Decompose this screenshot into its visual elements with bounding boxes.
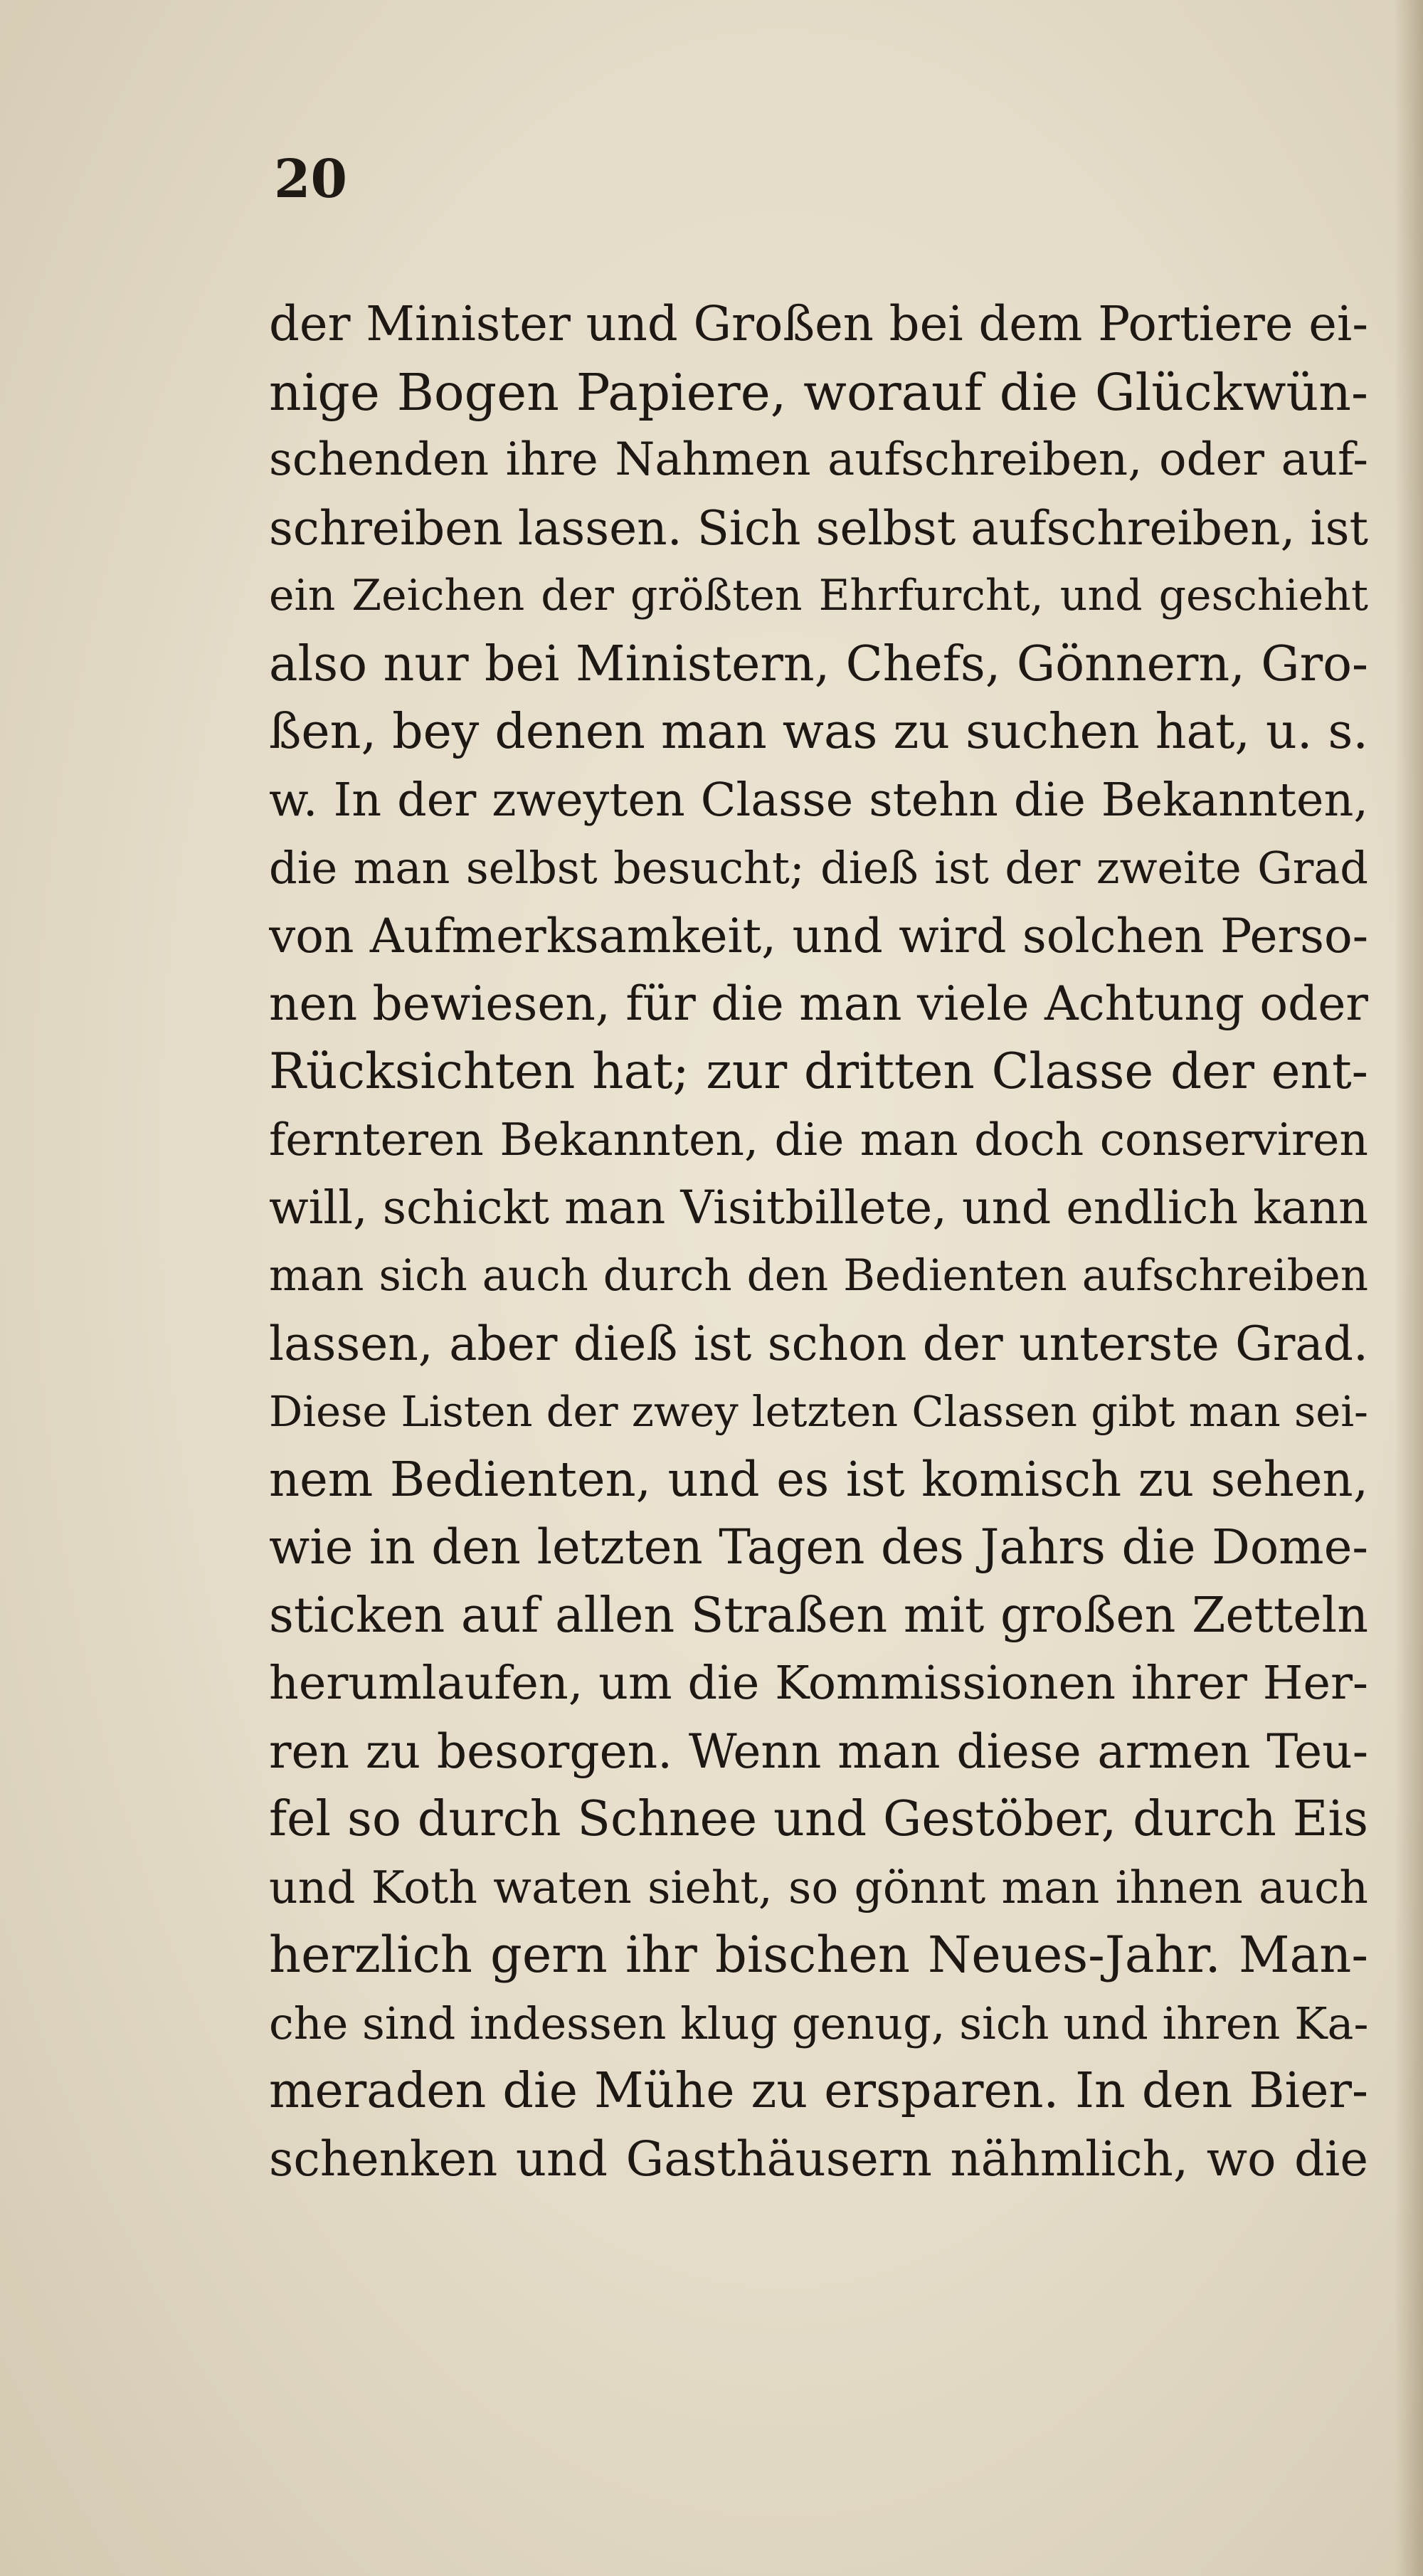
text-line: nige Bogen Papiere, worauf die Glückwün- [269, 362, 1368, 422]
text-line: ren zu besorgen. Wenn man diese armen Teu- [269, 1724, 1368, 1779]
text-line: ßen, bey denen man was zu suchen hat, u. s. [269, 704, 1368, 760]
page-number: 20 [274, 149, 347, 210]
text-line: also nur bei Ministern, Chefs, Gönnern, Gro- [269, 635, 1368, 692]
text-line: fel so durch Schnee und Gestöber, durch Eis [269, 1791, 1368, 1847]
text-line: meraden die Mühe zu ersparen. In den Bier- [269, 2063, 1368, 2119]
text-line: nem Bedienten, und es ist komisch zu sehen, [269, 1451, 1368, 1507]
text-line: will, schickt man Visitbillete, und endlich kann [269, 1181, 1368, 1235]
text-line: herzlich gern ihr bischen Neues-Jahr. Man- [269, 1926, 1368, 1984]
text-line: nen bewiesen, für die man viele Achtung oder [269, 976, 1368, 1031]
text-line: schreiben lassen. Sich selbst aufschreiben, ist [269, 500, 1368, 556]
text-line: von Aufmerksamkeit, und wird solchen Perso- [269, 908, 1368, 964]
text-line: ein Zeichen der größten Ehrfurcht, und geschieht [269, 571, 1368, 621]
text-line: Rücksichten hat; zur dritten Classe der ent- [269, 1042, 1368, 1100]
body-text [269, 290, 1368, 2193]
text-line: w. In der zweyten Classe stehn die Bekannten, [269, 773, 1368, 827]
text-line: man sich auch durch den Bedienten aufschreiben [269, 1250, 1368, 1301]
text-line: lassen, aber dieß ist schon der unterste Grad. [269, 1316, 1368, 1371]
text-line: und Koth waten sieht, so gönnt man ihnen auch [269, 1861, 1368, 1913]
text-line: die man selbst besucht; dieß ist der zweite Grad [269, 842, 1368, 894]
text-line: schenken und Gasthäusern nähmlich, wo die [269, 2131, 1368, 2187]
text-line: sticken auf allen Straßen mit großen Zetteln [269, 1587, 1368, 1644]
text-line: schenden ihre Nahmen aufschreiben, oder auf- [269, 433, 1368, 486]
page-edge-shadow [1395, 0, 1423, 2576]
text-line: che sind indessen klug genug, sich und ihren Ka- [269, 1997, 1368, 2049]
text-line: der Minister und Großen bei dem Portiere ei- [269, 296, 1368, 352]
text-line: herumlaufen, um die Kommissionen ihrer Her- [269, 1657, 1368, 1710]
text-line: fernteren Bekannten, die man doch conserviren [269, 1114, 1368, 1166]
text-line: wie in den letzten Tagen des Jahrs die Dome- [269, 1519, 1368, 1575]
text-line: Diese Listen der zwey letzten Classen gibt man sei- [269, 1387, 1368, 1436]
